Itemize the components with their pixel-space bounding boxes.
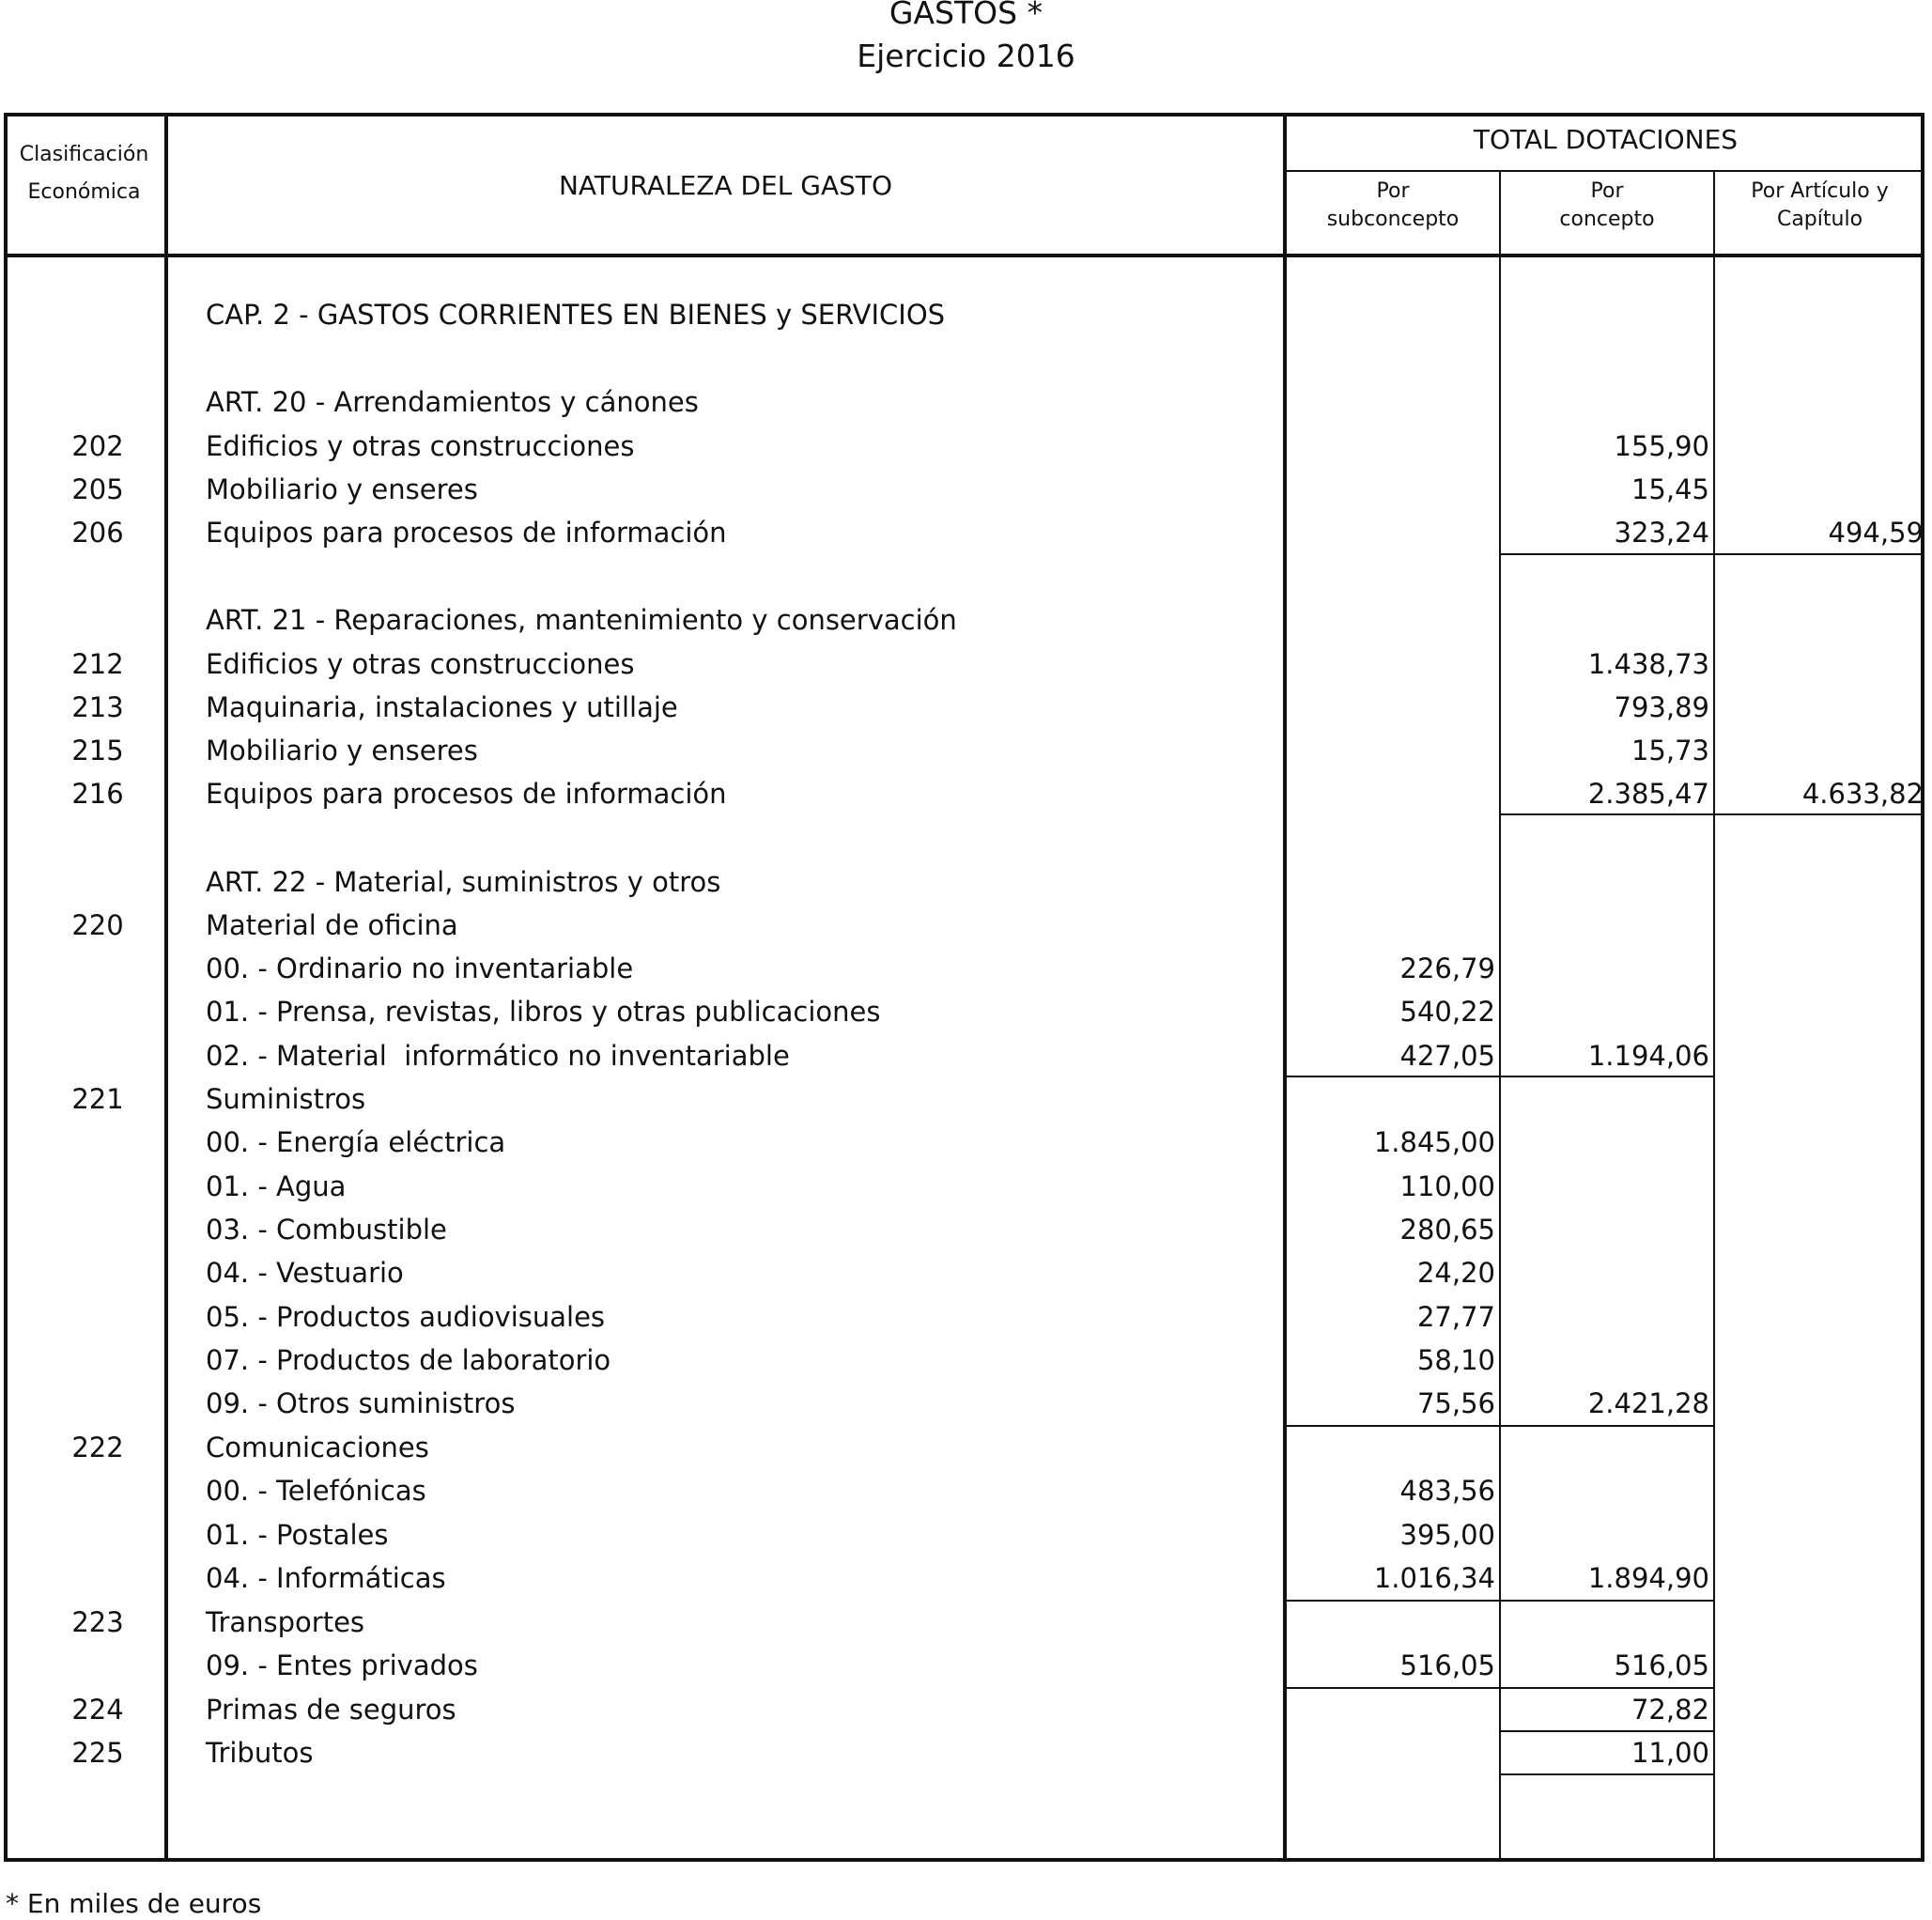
title-ejercicio: Ejercicio 2016 <box>857 38 1075 74</box>
header-con-line1: Por <box>1590 179 1624 203</box>
row-concepto-value: 2.421,28 <box>1587 1387 1709 1419</box>
row-label: 09. - Entes privados <box>206 1649 478 1681</box>
row-label: 09. - Otros suministros <box>206 1387 516 1419</box>
header-total-dotaciones: TOTAL DOTACIONES <box>1473 124 1739 155</box>
row-code: 222 <box>71 1432 124 1463</box>
row-label: 04. - Vestuario <box>206 1257 404 1289</box>
table-row <box>0 648 1932 691</box>
row-code: 220 <box>71 909 124 941</box>
row-label: 03. - Combustible <box>206 1214 447 1246</box>
row-articulo-value: 4.633,82 <box>1801 778 1924 810</box>
row-subconcepto-value: 226,79 <box>1399 952 1495 984</box>
row-label: Maquinaria, instalaciones y utillaje <box>206 691 678 723</box>
table-row <box>0 1083 1932 1126</box>
row-subconcepto-value: 1.845,00 <box>1373 1126 1495 1158</box>
row-label: 01. - Postales <box>206 1519 389 1551</box>
header-sub-line2: subconcepto <box>1326 208 1460 231</box>
header-classification <box>4 141 164 207</box>
row-subconcepto-value: 1.016,34 <box>1373 1562 1495 1594</box>
row-label: 00. - Energía eléctrica <box>206 1126 506 1158</box>
document-title <box>0 0 1932 75</box>
row-label: ART. 21 - Reparaciones, mantenimiento y conservación <box>206 604 957 636</box>
header-art-line2: Capítulo <box>1776 208 1863 231</box>
header-por-subconcepto <box>1287 178 1499 234</box>
row-subconcepto-value: 58,10 <box>1416 1344 1495 1376</box>
table-row <box>0 1387 1932 1431</box>
table-row <box>0 1301 1932 1344</box>
header-classification-line2: Económica <box>27 180 141 204</box>
table-row <box>0 1214 1932 1257</box>
row-subconcepto-value: 395,00 <box>1399 1519 1495 1551</box>
table-row <box>0 604 1932 647</box>
row-label: ART. 20 - Arrendamientos y cánones <box>206 386 699 418</box>
row-label: Edificios y otras construcciones <box>206 430 635 462</box>
row-code: 215 <box>71 735 124 766</box>
row-label: Mobiliario y enseres <box>206 735 478 766</box>
header-por-articulo-capitulo <box>1715 178 1924 234</box>
table-row <box>0 1649 1932 1693</box>
header-nature: NATURALEZA DEL GASTO <box>558 170 893 201</box>
table-row <box>0 909 1932 952</box>
header-con-line2: concepto <box>1559 208 1655 231</box>
row-concepto-value: 15,45 <box>1631 473 1709 505</box>
table-row <box>0 691 1932 735</box>
row-subconcepto-value: 110,00 <box>1399 1170 1495 1202</box>
row-code: 225 <box>71 1737 124 1769</box>
header-por-concepto <box>1501 178 1713 234</box>
row-label: 02. - Material informático no inventariable <box>206 1040 790 1072</box>
row-concepto-value: 155,90 <box>1614 430 1709 462</box>
row-concepto-value: 793,89 <box>1614 691 1709 723</box>
row-code: 224 <box>71 1694 124 1726</box>
row-subconcepto-value: 27,77 <box>1416 1301 1495 1333</box>
table-row <box>0 386 1932 429</box>
table-row <box>0 735 1932 778</box>
row-code: 212 <box>71 648 124 680</box>
row-concepto-value: 516,05 <box>1614 1649 1709 1681</box>
row-label: 01. - Prensa, revistas, libros y otras publicaciones <box>206 996 881 1028</box>
row-concepto-value: 1.438,73 <box>1587 648 1709 680</box>
row-label: Edificios y otras construcciones <box>206 648 635 680</box>
row-label: CAP. 2 - GASTOS CORRIENTES EN BIENES y SERVICIOS <box>206 299 946 331</box>
row-label: 00. - Telefónicas <box>206 1475 426 1507</box>
row-concepto-value: 323,24 <box>1614 517 1709 549</box>
table-row <box>0 1694 1932 1737</box>
row-label: 01. - Agua <box>206 1170 347 1202</box>
table-row <box>0 1432 1932 1475</box>
row-concepto-value: 1.194,06 <box>1587 1040 1709 1072</box>
row-concepto-value: 72,82 <box>1631 1694 1709 1726</box>
header-classification-line1: Clasificación <box>19 143 149 166</box>
row-articulo-value: 494,59 <box>1828 517 1924 549</box>
table-row <box>0 778 1932 821</box>
table-row <box>0 1737 1932 1780</box>
row-concepto-value: 2.385,47 <box>1587 778 1709 810</box>
table-row <box>0 1562 1932 1605</box>
title-gastos: GASTOS * <box>889 0 1043 31</box>
table-row <box>0 1519 1932 1562</box>
row-label: 00. - Ordinario no inventariable <box>206 952 634 984</box>
row-code: 206 <box>71 517 124 549</box>
row-code: 202 <box>71 430 124 462</box>
row-code: 223 <box>71 1606 124 1638</box>
row-label: 05. - Productos audiovisuales <box>206 1301 606 1333</box>
table-row <box>0 517 1932 560</box>
header-art-line1: Por Artículo y <box>1751 179 1889 203</box>
row-concepto-value: 11,00 <box>1631 1737 1709 1769</box>
row-subconcepto-value: 540,22 <box>1399 996 1495 1028</box>
header-bottom-rule <box>4 254 1924 257</box>
row-code: 213 <box>71 691 124 723</box>
row-label: Transportes <box>206 1606 365 1638</box>
row-subconcepto-value: 483,56 <box>1399 1475 1495 1507</box>
row-code: 216 <box>71 778 124 810</box>
table-row <box>0 1126 1932 1169</box>
row-label: Material de oficina <box>206 909 458 941</box>
table-row <box>0 1170 1932 1214</box>
table-row <box>0 952 1932 996</box>
header-sub-line1: Por <box>1376 179 1410 203</box>
row-subconcepto-value: 24,20 <box>1416 1257 1495 1289</box>
footnote: * En miles de euros <box>6 1888 262 1919</box>
row-subconcepto-value: 75,56 <box>1416 1387 1495 1419</box>
row-label: Primas de seguros <box>206 1694 456 1726</box>
table-row <box>0 1606 1932 1649</box>
row-subconcepto-value: 280,65 <box>1399 1214 1495 1246</box>
row-subconcepto-value: 427,05 <box>1399 1040 1495 1072</box>
row-label: Tributos <box>206 1737 314 1769</box>
table-row <box>0 473 1932 517</box>
table-row <box>0 1475 1932 1518</box>
row-label: 04. - Informáticas <box>206 1562 446 1594</box>
table-row <box>0 1344 1932 1387</box>
table-row <box>0 299 1932 342</box>
row-label: ART. 22 - Material, suministros y otros <box>206 866 721 898</box>
table-row <box>0 430 1932 473</box>
row-code: 221 <box>71 1083 124 1115</box>
row-label: 07. - Productos de laboratorio <box>206 1344 611 1376</box>
table-row <box>0 1257 1932 1300</box>
row-label: Equipos para procesos de información <box>206 517 727 549</box>
row-concepto-value: 15,73 <box>1631 735 1709 766</box>
row-label: Comunicaciones <box>206 1432 429 1463</box>
table-row <box>0 1040 1932 1083</box>
table-row <box>0 996 1932 1039</box>
row-label: Mobiliario y enseres <box>206 473 478 505</box>
row-label: Equipos para procesos de información <box>206 778 727 810</box>
table-row <box>0 866 1932 909</box>
row-subconcepto-value: 516,05 <box>1399 1649 1495 1681</box>
total-dotaciones-rule <box>1285 170 1924 172</box>
row-label: Suministros <box>206 1083 366 1115</box>
row-concepto-value: 1.894,90 <box>1587 1562 1709 1594</box>
row-code: 205 <box>71 473 124 505</box>
